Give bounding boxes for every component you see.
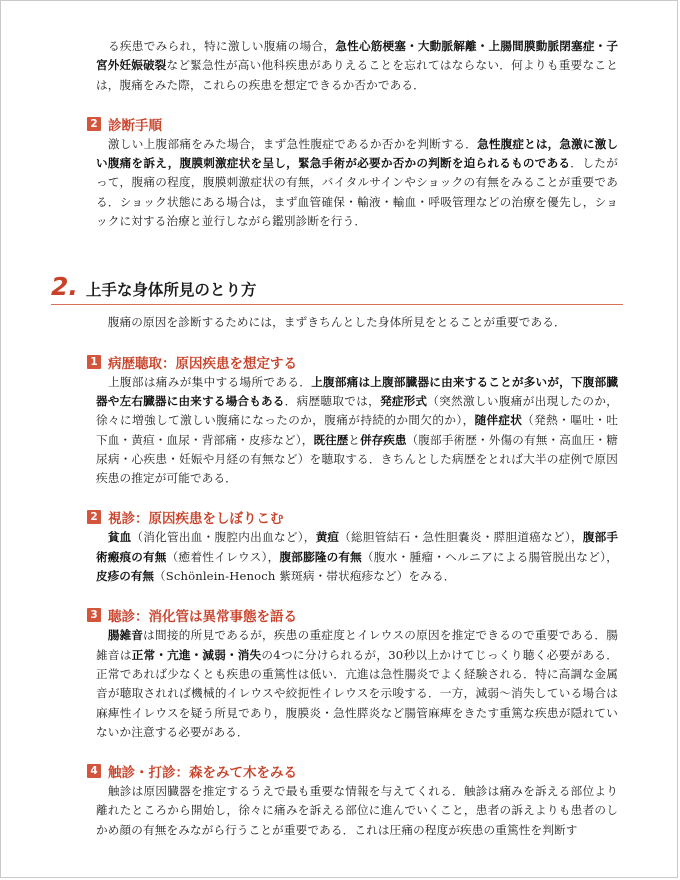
subheading-inspection — [87, 506, 677, 528]
subheading-diagnosis — [87, 113, 677, 135]
emphasis-text: 併存疾患 — [360, 432, 407, 447]
body-text: ．したがって，腹痛の程度，腹膜刺激症状の有無，バイタルサインやショックの有無をみることが重要である．ショック状態にある場合は，まず血管確保・輸液・輸血・呼吸管理などの治療を優先し，ショックに対する治療と並行しながら鑑別診断を行う． — [96, 156, 618, 229]
body-text: （消化管出血・腹腔内出血など）， — [131, 530, 316, 545]
subheading-title: 診断手順 — [108, 117, 162, 134]
subheading-number-badge: 1 — [87, 355, 101, 369]
subheading-number-badge: 2 — [87, 510, 101, 524]
emphasis-text: 急性腹症とは，急激に激しい腹痛を訴え，腹膜刺激症状を呈し，緊急手術が必要か否かの判断を迫られるものである — [96, 136, 618, 171]
body-text: （突然激しい腹痛が出現したのか，徐々に増強して激しい腹痛になったのか，腹痛が持続的か間欠的か）， — [96, 393, 618, 428]
emphasis-text: 貧血 — [107, 530, 132, 545]
body-text: 上腹部は痛みが集中する場所である． — [107, 374, 312, 389]
emphasis-text: 発症形式 — [380, 393, 428, 408]
body-text: （Schönlein-Henoch 紫斑病・帯状疱疹など）をみる． — [153, 569, 456, 584]
emphasis-text: 黄疸 — [315, 530, 340, 545]
emphasis-text: 急性心筋梗塞・大動脈解離・上腸間膜動脈閉塞症・子宮外妊娠破裂 — [96, 39, 618, 73]
body-text: る疾患でみられ，特に激しい腹痛の場合， — [107, 39, 336, 53]
body-text: 腹痛の原因を診断するためには，まずきちんとした身体所見をとることが重要である． — [107, 315, 566, 330]
body-text: （発熱・嘔吐・吐下血・黄疸・血尿・背部痛・皮疹など）， — [96, 413, 618, 447]
section-number: 2. — [51, 272, 78, 302]
emphasis-text: 腹部膨隆の有無 — [279, 549, 362, 564]
subheading-title: 触診・打診：森をみて木をみる — [108, 765, 297, 782]
section-intro-paragraph — [96, 313, 618, 332]
subheading-title: 病歴聴取：原因疾患を想定する — [108, 355, 297, 372]
subheading-title: 聴診：消化管は異常事態を語る — [108, 609, 297, 626]
subheading-number-badge: 2 — [87, 117, 101, 131]
intro-paragraph — [96, 37, 618, 95]
emphasis-text: 腹部手術瘢痕の有無 — [96, 530, 618, 564]
section-heading — [51, 271, 623, 305]
body-text: と — [348, 432, 361, 447]
subheading-number-badge: 4 — [87, 764, 101, 778]
body-text: （癒着性イレウス）， — [166, 549, 280, 564]
auscultation-paragraph — [96, 626, 618, 742]
subheading-title: 視診：原因疾患をしぼりこむ — [108, 511, 284, 528]
subheading-palpation — [87, 760, 677, 782]
emphasis-text: 正常・亢進・減弱・消失 — [131, 647, 262, 662]
palpation-paragraph — [96, 782, 618, 840]
body-text: 触診は原因臓器を推定するうえで最も重要な情報を与えてくれる．触診は痛みを訴える部位より離れたところから開始し，徐々に痛みを訴える部位に進んでいくこと，患者の訴えよりも患者のしかめ顔の有無をみながら行うことが重要である．これは圧痛の程度が疾患の重篤性を判断す — [96, 784, 619, 837]
body-text: は間接的所見であるが，疾患の重症度とイレウスの原因を推定できるので重要である．腸雑音は — [96, 628, 618, 662]
body-text: の4つに分けられるが，30秒以上かけてじっくり聴く必要がある．正常であれば少なくとも疾患の重篤性は低い．亢進は急性腸炎でよく経験される．特に高調な金属音が聴取されれば機械的イレウスや絞扼性イレウスを示唆する．一方，減弱～消失している場合は麻痺性イレウスを疑う所見であり，腹膜炎・急性膵炎など腸管麻痺をきたす重篤な疾患が隠れていないか注意する必要がある． — [96, 647, 618, 739]
emphasis-text: 上腹部痛は上腹部臓器に由来することが多いが，下腹部臓器や左右臓器に由来する場合もある — [96, 374, 618, 408]
body-text: （総胆管結石・急性胆嚢炎・膵胆道癌など）， — [339, 530, 583, 545]
subheading-number-badge: 3 — [87, 608, 101, 622]
subheading-history — [87, 351, 677, 373]
emphasis-text: 既往歴 — [313, 432, 349, 447]
body-text: （腹水・腫瘤・ヘルニアによる腸管脱出など）， — [361, 549, 618, 564]
emphasis-text: 腸雑音 — [107, 628, 144, 643]
section-underline — [51, 304, 623, 305]
body-text: （腹部手術歴・外傷の有無・高血圧・糖尿病・心疾患・妊娠や月経の有無など）を聴取する．きちんとした病歴をとれば大半の症例で原因疾患の推定が可能である． — [96, 432, 618, 486]
emphasis-text: 随伴症状 — [474, 413, 523, 428]
subheading-auscultation — [87, 604, 677, 626]
history-paragraph — [96, 373, 618, 489]
body-text: など緊急性が高い他科疾患がありえることを忘れてはならない．何よりも重要なことは，腹痛をみた際，これらの疾患を想定できるか否かである． — [96, 58, 618, 92]
body-text: ．病歴聴取では， — [284, 393, 381, 408]
emphasis-text: 皮疹の有無 — [96, 569, 154, 584]
body-text: 激しい上腹部痛をみた場合，まず急性腹症であるか否かを判断する． — [107, 136, 478, 151]
diagnosis-paragraph — [96, 135, 618, 231]
section-title: 上手な身体所見のとり方 — [85, 281, 257, 300]
inspection-paragraph — [96, 528, 618, 586]
